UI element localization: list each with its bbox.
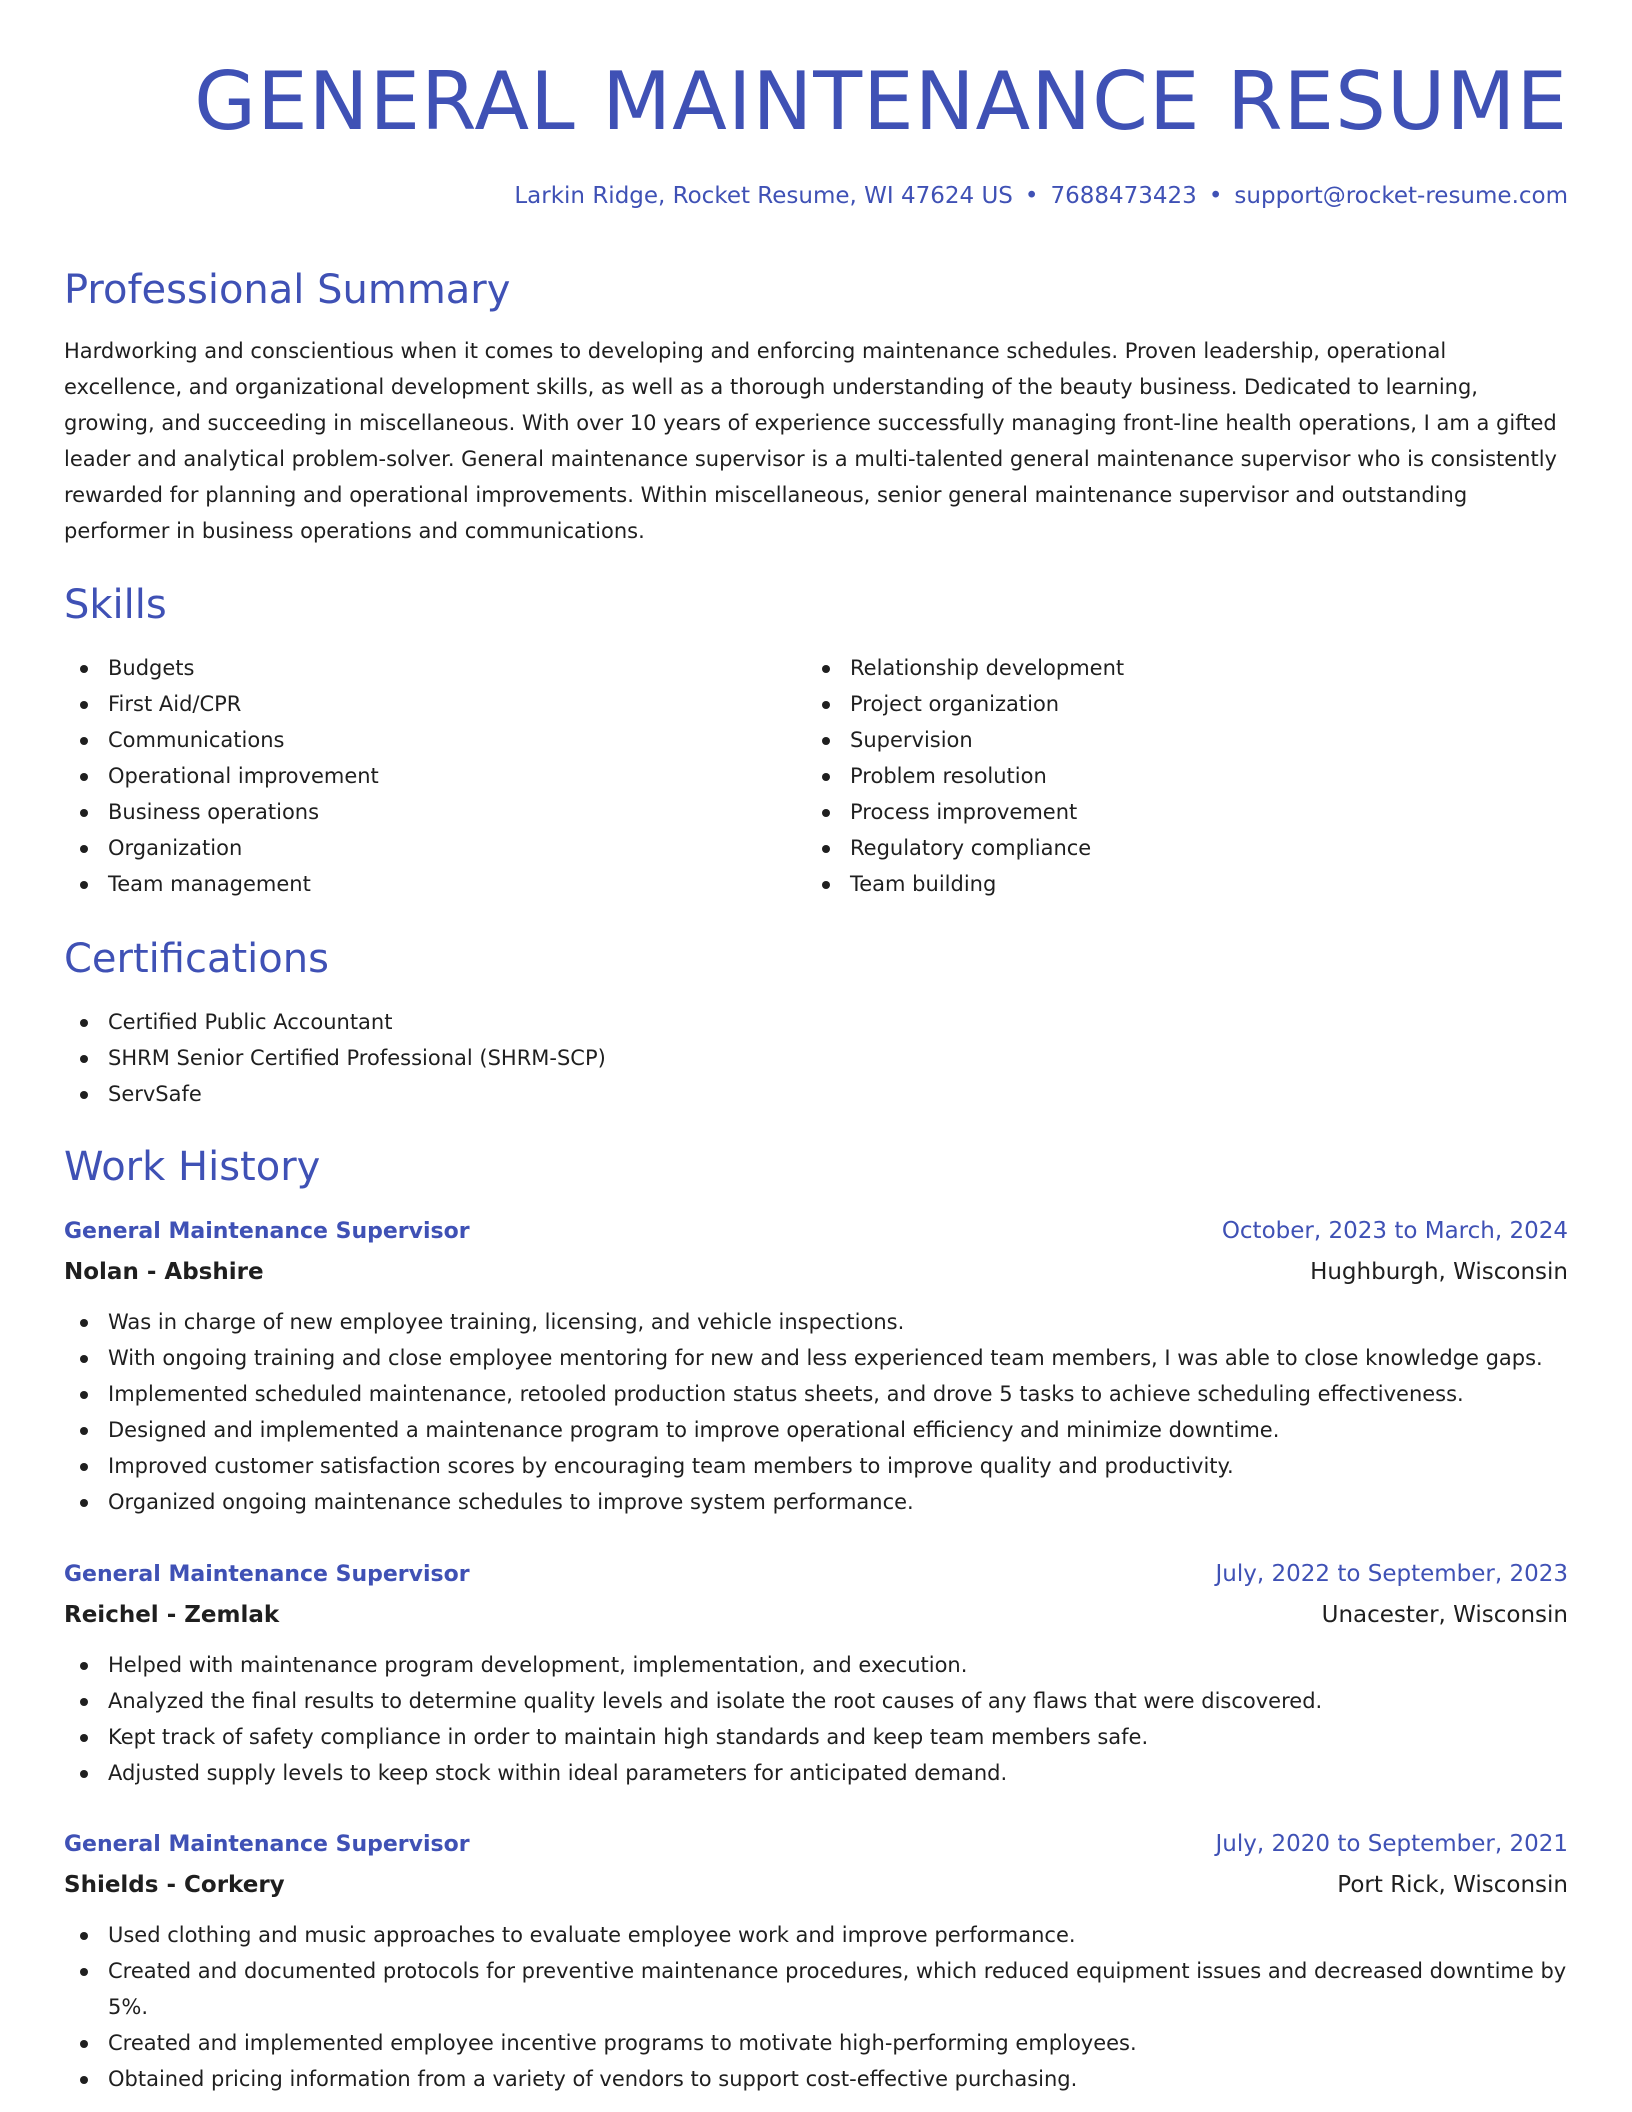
job-subheader [64, 1252, 1568, 1292]
skill-item: Team management [64, 866, 784, 902]
skill-item: Organization [64, 830, 784, 866]
job-entry [64, 1554, 1568, 1791]
summary-text: Hardworking and conscientious when it comes to developing and enforcing maintenance schedules. Proven leadership, operational excellence, and organizational development skills, as well as a thorough understanding of the beauty business. Dedicated to learning, growing, and succeeding in miscellaneous. With over 10 years of experience successfully managing front-line health operations, I am a gifted leader and analytical problem-solver. General maintenance supervisor is a multi-talented general maintenance supervisor who is consistently rewarded for planning and operational improvements. Within miscellaneous, senior general maintenance supervisor and outstanding performer in business operations and communications. [64, 339, 1557, 543]
job-dates: October, 2023 to March, 2024 [1221, 1218, 1568, 1244]
job-bullet: Obtained pricing information from a variety of vendors to support cost-effective purchasing. [64, 2061, 1568, 2097]
job-dates: July, 2022 to September, 2023 [1215, 1561, 1568, 1587]
job-bullet: Used clothing and music approaches to evaluate employee work and improve performance. [64, 1917, 1568, 1953]
certification-item: ServSafe [64, 1076, 1568, 1112]
skill-item: Project organization [806, 686, 1526, 722]
job-bullet: Analyzed the final results to determine quality levels and isolate the root causes of any flaws that were discovered. [64, 1683, 1568, 1719]
job-header [64, 1554, 1568, 1595]
skill-item: Communications [64, 722, 784, 758]
job-location: Hughburgh, Wisconsin [1310, 1259, 1568, 1285]
job-bullet: Improved customer satisfaction scores by encouraging team members to improve quality and productivity. [64, 1448, 1568, 1484]
job-header [64, 1211, 1568, 1252]
job-bullet: Was in charge of new employee training, licensing, and vehicle inspections. [64, 1304, 1568, 1340]
job-bullet: Organized ongoing maintenance schedules to improve system performance. [64, 1484, 1568, 1520]
job-location: Port Rick, Wisconsin [1337, 1872, 1568, 1898]
certification-item: Certified Public Accountant [64, 1004, 1568, 1040]
job-header [64, 1824, 1568, 1865]
job-bullet: Implemented scheduled maintenance, retooled production status sheets, and drove 5 tasks to achieve scheduling effectiveness. [64, 1376, 1568, 1412]
job-company: Shields - Corkery [64, 1872, 285, 1898]
job-dates: July, 2020 to September, 2021 [1215, 1831, 1568, 1857]
job-bullet: Kept track of safety compliance in order to maintain high standards and keep team members safe. [64, 1719, 1568, 1755]
job-entry [64, 1211, 1568, 1520]
skill-item: Budgets [64, 650, 784, 686]
resume-title: GENERAL MAINTENANCE RESUME [194, 55, 1568, 148]
skill-item: Team building [806, 866, 1526, 902]
job-company: Reichel - Zemlak [64, 1602, 280, 1628]
job-subheader [64, 1865, 1568, 1905]
job-subheader [64, 1595, 1568, 1635]
contact-phone: 7688473423 [1050, 183, 1197, 209]
section-title-summary: Professional Summary [64, 267, 511, 313]
job-title: General Maintenance Supervisor [64, 1832, 470, 1857]
section-title-certifications: Certifications [64, 936, 329, 982]
certifications-list [64, 1004, 1568, 1112]
job-bullet: Created and documented protocols for preventive maintenance procedures, which reduced equipment issues and decreased downtime by 5%. [64, 1953, 1568, 2025]
section-title-skills: Skills [64, 582, 167, 628]
job-bullet: Designed and implemented a maintenance program to improve operational efficiency and minimize downtime. [64, 1412, 1568, 1448]
job-bullets [64, 1917, 1568, 2097]
skills-list-right [806, 650, 1526, 902]
skill-item: Process improvement [806, 794, 1526, 830]
job-bullet: With ongoing training and close employee mentoring for new and less experienced team members, I was able to close knowledge gaps. [64, 1340, 1568, 1376]
job-title: General Maintenance Supervisor [64, 1219, 470, 1244]
job-entry [64, 1824, 1568, 2097]
skill-item: Operational improvement [64, 758, 784, 794]
skills-list-left [64, 650, 784, 902]
contact-email: support@rocket-resume.com [1234, 183, 1568, 209]
skill-item: First Aid/CPR [64, 686, 784, 722]
certification-item: SHRM Senior Certified Professional (SHRM-SCP) [64, 1040, 1568, 1076]
skill-item: Regulatory compliance [806, 830, 1526, 866]
job-bullet: Created and implemented employee incentive programs to motivate high-performing employees. [64, 2025, 1568, 2061]
contact-separator: • [1024, 183, 1039, 209]
skill-item: Business operations [64, 794, 784, 830]
job-bullet: Helped with maintenance program development, implementation, and execution. [64, 1647, 1568, 1683]
contact-separator: • [1208, 183, 1223, 209]
job-company: Nolan - Abshire [64, 1259, 264, 1285]
section-title-work-history: Work History [64, 1144, 321, 1190]
skill-item: Supervision [806, 722, 1526, 758]
job-bullet: Adjusted supply levels to keep stock within ideal parameters for anticipated demand. [64, 1755, 1568, 1791]
contact-address: Larkin Ridge, Rocket Resume, WI 47624 US [514, 183, 1013, 209]
job-location: Unacester, Wisconsin [1321, 1602, 1568, 1628]
job-title: General Maintenance Supervisor [64, 1562, 470, 1587]
skill-item: Problem resolution [806, 758, 1526, 794]
job-bullets [64, 1647, 1568, 1791]
skill-item: Relationship development [806, 650, 1526, 686]
contact-line [514, 180, 1568, 212]
job-bullets [64, 1304, 1568, 1520]
